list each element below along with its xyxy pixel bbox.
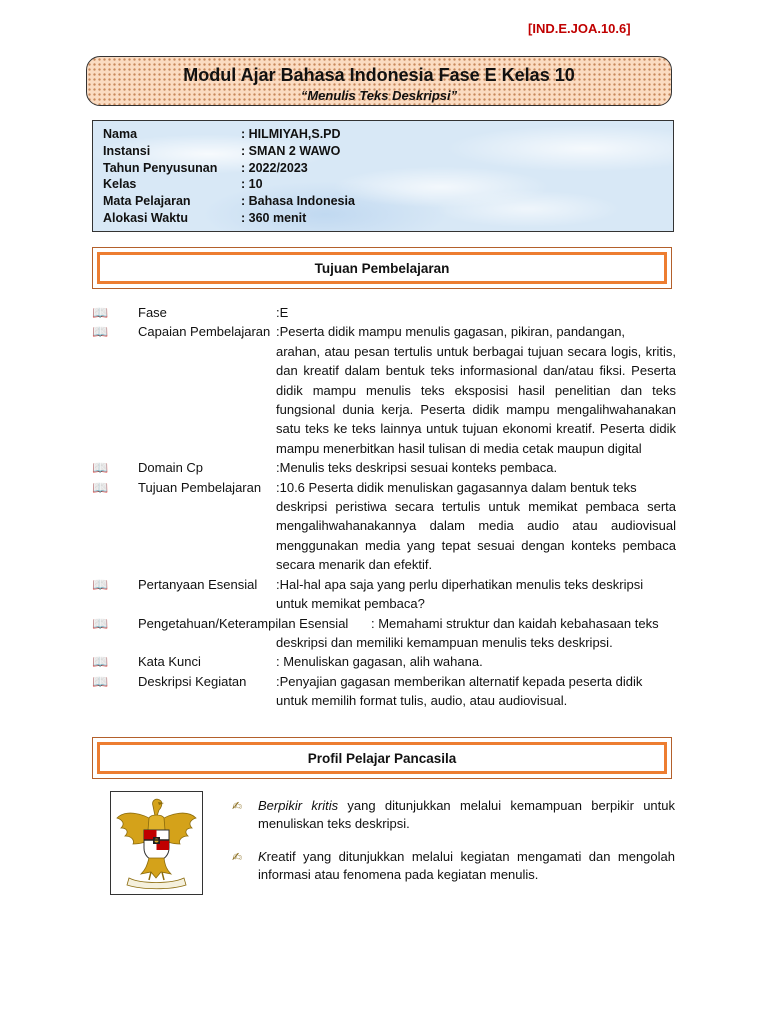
profil-list <box>232 797 675 899</box>
section-title-profil: Profil Pelajar Pancasila <box>97 742 667 774</box>
open-book-icon: 📖 <box>92 673 109 689</box>
profile-emph: K <box>258 849 267 864</box>
pencil-icon: ✍ <box>232 799 243 813</box>
list-item-tujuan: 📖 Tujuan Pembelajaran :10.6 Peserta didik menuliskan gagasannya dalam bentuk teks <box>92 478 676 497</box>
open-book-icon: 📖 <box>92 479 109 495</box>
pencil-icon: ✍ <box>232 850 243 864</box>
title-banner <box>86 56 672 106</box>
info-row-nama: Nama : HILMIYAH,S.PD <box>103 127 341 141</box>
list-item-deskripsi: 📖 Deskripsi Kegiatan :Penyajian gagasan memberikan alternatif kepada peserta didik <box>92 672 676 691</box>
open-book-icon: 📖 <box>92 654 109 670</box>
section-header-tujuan <box>92 247 672 289</box>
document-code: [IND.E.JOA.10.6] <box>528 21 631 36</box>
list-item-capaian: 📖 Capaian Pembelajaran :Peserta didik mampu menulis gagasan, pikiran, pandangan, <box>92 322 676 341</box>
profile-text: yang ditunjukkan melalui kemampuan berpikir untuk menuliskan teks deskripsi. <box>258 798 675 831</box>
profile-emph: Berpikir kritis <box>258 798 339 813</box>
deskripsi-continuation: untuk memilih format tulis, audio, atau audiovisual. <box>276 693 568 709</box>
list-item-pertanyaan: 📖 Pertanyaan Esensial :Hal-hal apa saja yang perlu diperhatikan menulis teks deskripsi <box>92 575 676 594</box>
tujuan-continuation: deskripsi peristiwa secara tertulis untuk memikat pembaca serta mengalihwahanakannya dalam media audio atau audiovisual menggunakan media yang tepat sesuai dengan konteks pembaca secara menarik dan efektif. <box>276 499 676 573</box>
profile-item-kritis <box>232 797 675 833</box>
garuda-pancasila-emblem <box>111 792 202 894</box>
open-book-icon: 📖 <box>92 576 109 592</box>
list-item-kata-kunci: 📖 Kata Kunci : Menuliskan gagasan, alih wahana. <box>92 652 676 671</box>
info-row-alokasi: Alokasi Waktu : 360 menit <box>103 210 307 225</box>
open-book-icon: 📖 <box>92 324 109 340</box>
list-item-fase: 📖 Fase :E <box>92 303 676 322</box>
section-header-profil <box>92 737 672 779</box>
pertanyaan-continuation: untuk memikat pembaca? <box>276 596 425 612</box>
list-item-pengetahuan: 📖 Pengetahuan/Keterampilan Esensial : Memahami struktur dan kaidah kebahasaan teks <box>92 614 676 633</box>
identity-info-box <box>92 120 674 232</box>
learning-items-list <box>92 303 676 711</box>
list-item-domain: 📖 Domain Cp :Menulis teks deskripsi sesuai konteks pembaca. <box>92 458 676 477</box>
module-title: Modul Ajar Bahasa Indonesia Fase E Kelas 10 <box>183 65 575 85</box>
module-subtitle: “Menulis Teks Deskripsi” <box>300 88 458 103</box>
open-book-icon: 📖 <box>92 615 109 631</box>
open-book-icon: 📖 <box>92 460 109 476</box>
section-title-tujuan: Tujuan Pembelajaran <box>97 252 667 284</box>
info-row-instansi: Instansi : SMAN 2 WAWO <box>103 143 341 158</box>
pengetahuan-continuation: deskripsi dan memiliki kemampuan menulis teks deskripsi. <box>276 634 613 650</box>
capaian-continuation: arahan, atau pesan tertulis untuk berbagai tujuan secara logis, kritis, dan kreatif dalam bentuk teks informasional dan/atau fiksi. Peserta didik mampu menulis teks eksposisi hasil penelitian dan teks fungsional dunia kerja. Peserta didik mampu mengalihwahanakan satu teks ke teks lainnya untuk tujuan ekonomi kreatif. Peserta didik mampu menerbitkan hasil tulisan di media cetak maupun digital <box>276 343 676 456</box>
profile-item-kreatif <box>232 848 675 884</box>
info-row-mapel: Mata Pelajaran : Bahasa Indonesia <box>103 194 355 209</box>
info-row-tahun: Tahun Penyusunan : 2022/2023 <box>103 160 308 175</box>
garuda-emblem-frame <box>110 791 203 895</box>
info-row-kelas: Kelas : 10 <box>103 177 263 192</box>
profile-text: reatif yang ditunjukkan melalui kegiatan mengamati dan mengolah informasi atau fenomena pada kegiatan menulis. <box>258 849 675 882</box>
open-book-icon: 📖 <box>92 305 109 320</box>
